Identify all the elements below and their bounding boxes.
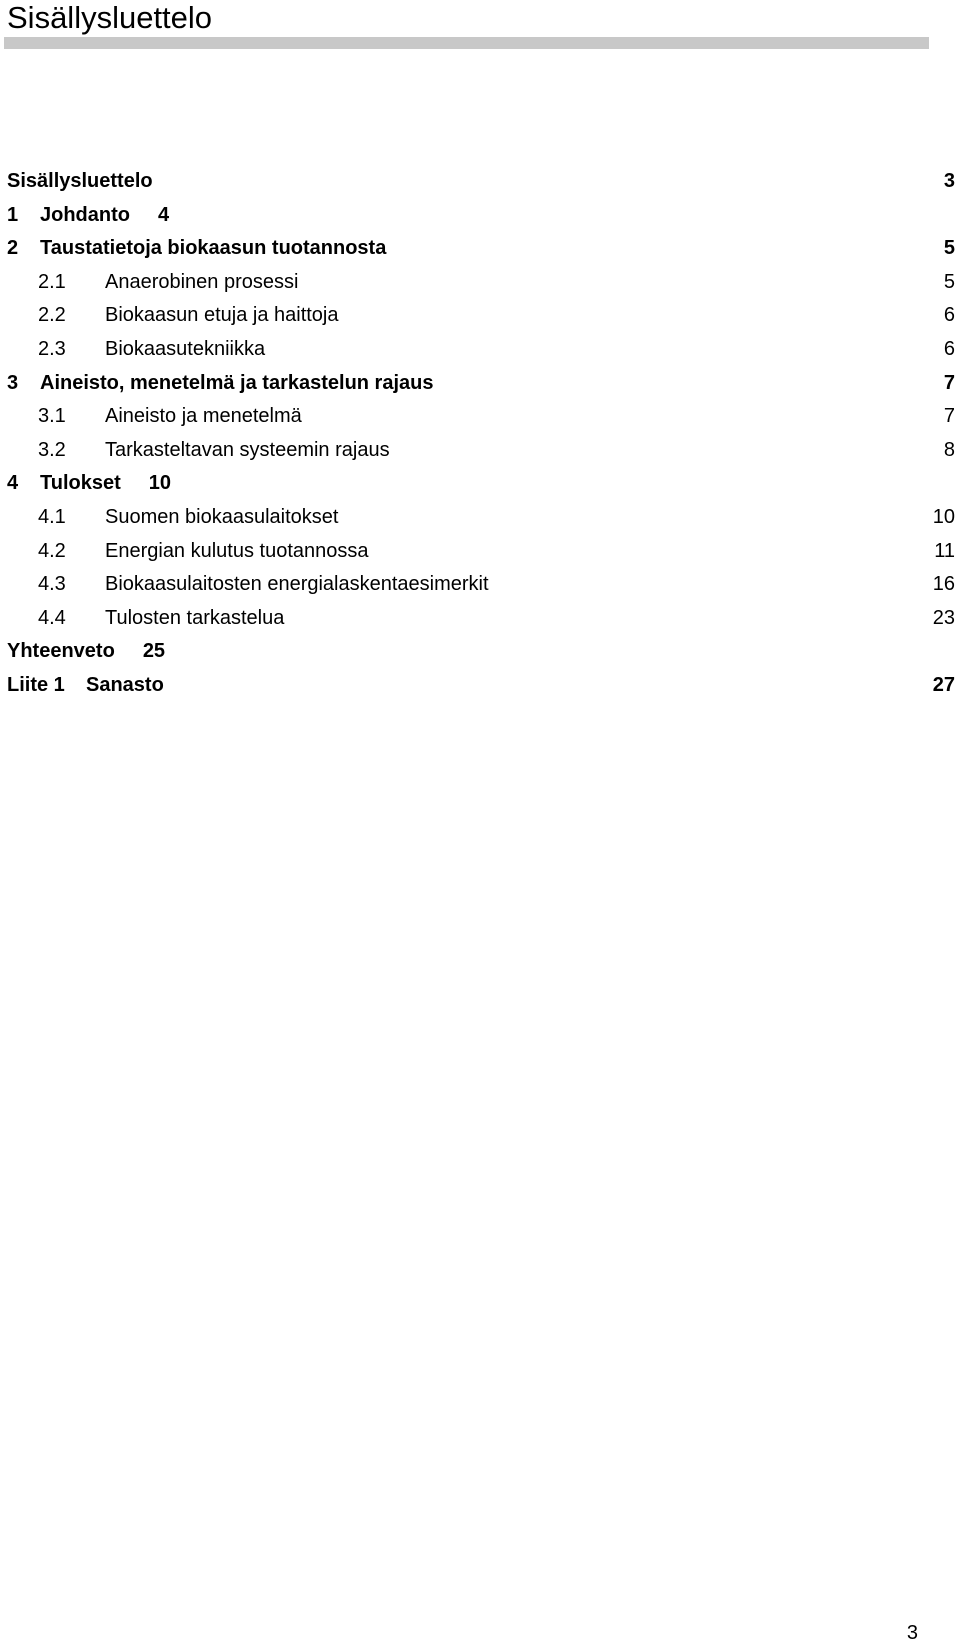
page-title: Sisällysluettelo xyxy=(7,0,213,35)
toc-entry-appendix-1[interactable] xyxy=(0,669,960,703)
toc-entry-number: 2.3 xyxy=(38,337,66,360)
toc-entry-label: Biokaasun etuja ja haittoja xyxy=(105,304,339,327)
toc-entry-number: 4.2 xyxy=(38,539,66,562)
toc-entry-number: 3.2 xyxy=(38,438,66,461)
toc-entry-3-2[interactable] xyxy=(0,434,960,468)
toc-entry-label: Biokaasulaitosten energialaskentaesimerkit xyxy=(105,573,489,596)
toc-entry-label: Tarkasteltavan systeemin rajaus xyxy=(105,438,390,461)
toc-entry-label: Aineisto, menetelmä ja tarkastelun rajaus xyxy=(40,371,434,394)
toc-entry-number: 3 xyxy=(7,371,19,394)
toc-entry-page: 8 xyxy=(943,438,955,461)
toc-entry-4-3[interactable] xyxy=(0,568,960,602)
toc-entry-page: 11 xyxy=(934,539,955,562)
toc-entry-2-1[interactable] xyxy=(0,266,960,300)
toc-entry-number: 2.1 xyxy=(38,270,66,293)
toc-entry-page: 23 xyxy=(932,606,955,629)
toc-entry-page: 10 xyxy=(148,472,172,495)
toc-entry-page: 16 xyxy=(932,573,955,596)
toc-entry-label: Biokaasutekniikka xyxy=(105,337,266,360)
toc-entry-1[interactable] xyxy=(0,199,960,233)
toc-entry-2[interactable] xyxy=(0,232,960,266)
toc-entry-number: Liite 1 xyxy=(7,673,65,696)
toc-entry-number: 4.4 xyxy=(38,606,66,629)
toc-entry-page: 6 xyxy=(943,304,955,327)
toc-entry-2-2[interactable] xyxy=(0,299,960,333)
toc-entry-number: 2.2 xyxy=(38,304,66,327)
toc-entry-4[interactable] xyxy=(0,467,960,501)
toc-entry-label: Taustatietoja biokaasun tuotannosta xyxy=(40,237,387,260)
toc-entry-label: Suomen biokaasulaitokset xyxy=(105,505,339,528)
toc-entry-label-group xyxy=(7,635,165,669)
toc-entry-4-1[interactable] xyxy=(0,501,960,535)
toc-entry-page: 5 xyxy=(943,237,955,260)
toc-entry-number: 3.1 xyxy=(38,405,66,428)
toc-entry-page: 3 xyxy=(943,170,955,192)
toc-entry-page: 10 xyxy=(932,505,955,528)
toc-entry-label-group xyxy=(40,467,171,501)
toc-entry-4-4[interactable] xyxy=(0,602,960,636)
toc-entry-label-group xyxy=(40,199,169,233)
page-number: 3 xyxy=(906,1622,918,1644)
toc-entry-number: 1 xyxy=(7,203,19,226)
toc-entry-number: 4.3 xyxy=(38,573,66,596)
toc-entry-number: 2 xyxy=(7,237,19,260)
toc-entry-label: Aineisto ja menetelmä xyxy=(105,405,302,428)
toc-entry-3[interactable] xyxy=(0,367,960,401)
toc-entry-label: Tulosten tarkastelua xyxy=(105,606,285,629)
toc-entry-contents[interactable] xyxy=(0,165,960,199)
toc-entry-page: 6 xyxy=(943,337,955,360)
toc-entry-page: 7 xyxy=(943,371,955,394)
toc-entry-4-2[interactable] xyxy=(0,535,960,569)
toc-entry-summary[interactable] xyxy=(0,635,960,669)
table-of-contents xyxy=(0,165,960,703)
title-divider xyxy=(4,37,929,49)
toc-entry-2-3[interactable] xyxy=(0,333,960,367)
toc-entry-label: Sisällysluettelo xyxy=(7,170,153,192)
toc-entry-page: 4 xyxy=(158,203,170,226)
toc-entry-label: Anaerobinen prosessi xyxy=(105,270,299,293)
toc-entry-number: 4.1 xyxy=(38,505,66,528)
toc-entry-label: Tulokset xyxy=(40,472,121,495)
toc-entry-page: 7 xyxy=(943,405,955,428)
toc-entry-label: Sanasto xyxy=(86,673,164,696)
toc-entry-page: 27 xyxy=(932,673,955,696)
toc-entry-number: 4 xyxy=(7,472,19,495)
toc-entry-3-1[interactable] xyxy=(0,400,960,434)
toc-entry-label: Yhteenveto xyxy=(7,640,115,663)
toc-entry-label: Johdanto xyxy=(40,203,130,226)
toc-entry-label: Energian kulutus tuotannossa xyxy=(105,539,369,562)
toc-entry-page: 25 xyxy=(142,640,166,663)
toc-entry-page: 5 xyxy=(943,270,955,293)
